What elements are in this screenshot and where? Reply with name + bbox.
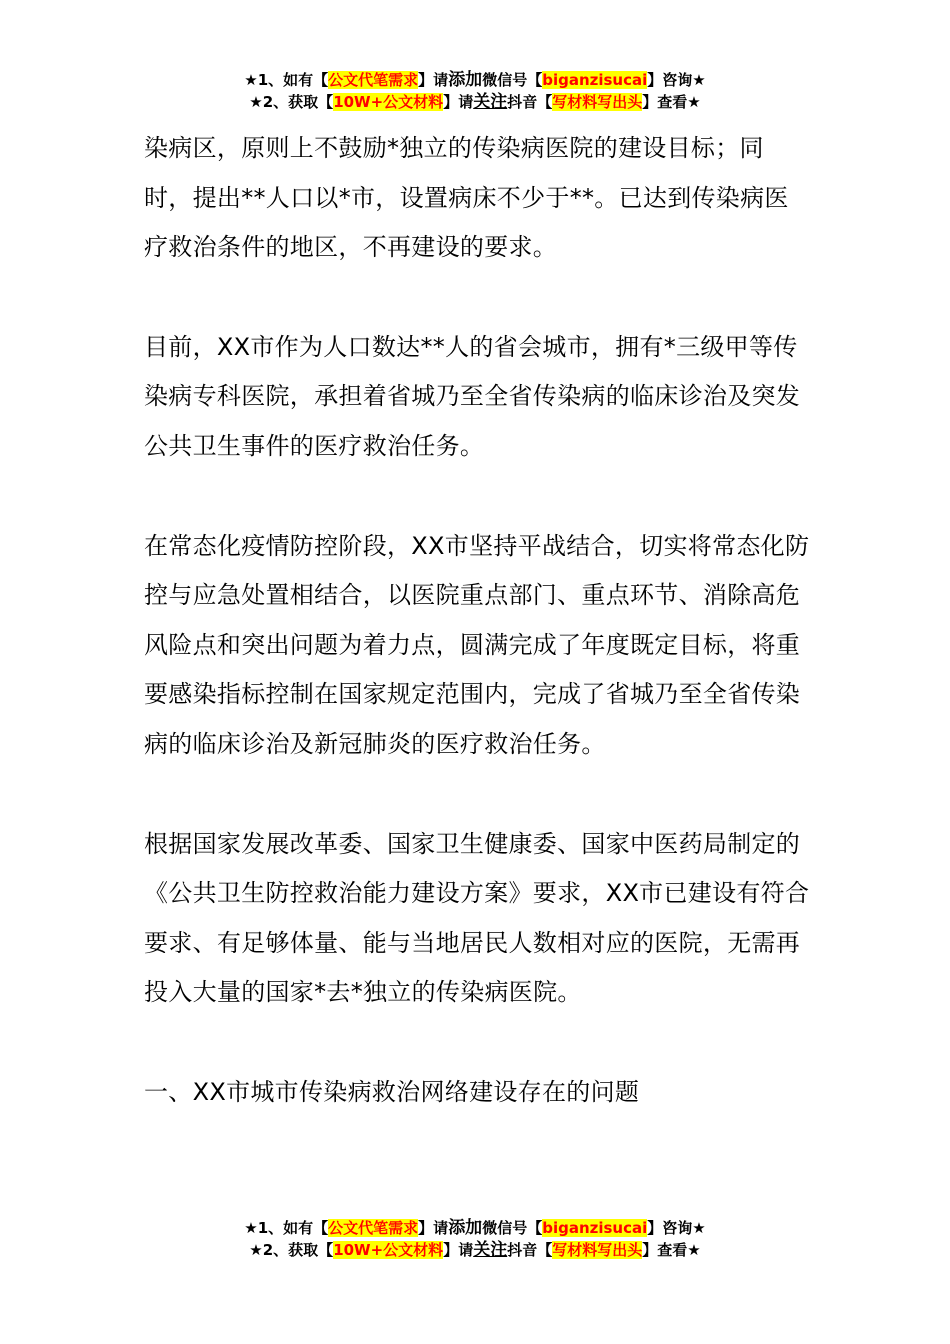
highlight-wechat-id: biganzisucai xyxy=(542,71,648,89)
star-icon: ★ xyxy=(249,1241,263,1259)
banner-line-1: ★1、如有【公文代笔需求】请添加微信号【biganzisucai】咨询★ xyxy=(244,1218,706,1238)
header-banner xyxy=(0,69,950,113)
paragraph: 根据国家发展改革委、国家卫生健康委、国家中医药局制定的《公共卫生防控救治能力建设方案》要求，XX市已建设有符合要求、有足够体量、能与当地居民人数相对应的医院，无需再投入大量的国家*去*独立的传染病医院。 xyxy=(144,829,810,1007)
paragraph: 在常态化疫情防控阶段，XX市坚持平战结合，切实将常态化防控与应急处置相结合，以医院重点部门、重点环节、消除高危风险点和突出问题为着力点，圆满完成了年度既定目标，将重要感染指标控制在国家规定范围内，完成了省城乃至全省传染病的临床诊治及新冠肺炎的医疗救治任务。 xyxy=(144,531,810,758)
highlight-service: 公文代笔需求 xyxy=(328,71,419,89)
star-icon: ★ xyxy=(244,1219,258,1237)
highlight-wechat-id: biganzisucai xyxy=(542,1219,648,1237)
banner-line-2: ★2、获取【10W+公文材料】请关注抖音【写材料写出头】查看★ xyxy=(249,92,701,112)
paragraph: 目前，XX市作为人口数达**人的省会城市，拥有*三级甲等传染病专科医院，承担着省城乃至全省传染病的临床诊治及突发公共卫生事件的医疗救治任务。 xyxy=(144,332,801,460)
star-icon: ★ xyxy=(249,93,263,111)
footer-banner xyxy=(0,1217,950,1261)
paragraph: 染病区，原则上不鼓励*独立的传染病医院的建设目标；同时，提出**人口以*市，设置病床不少于**。已达到传染病医疗救治条件的地区，不再建设的要求。 xyxy=(144,134,789,262)
highlight-douyin-name: 写材料写出头 xyxy=(552,1241,643,1259)
section-heading: 一、XX市城市传染病救治网络建设存在的问题 xyxy=(144,1077,640,1106)
highlight-service: 公文代笔需求 xyxy=(328,1219,419,1237)
highlight-materials: 10W+公文材料 xyxy=(333,1241,444,1259)
highlight-douyin-name: 写材料写出头 xyxy=(552,93,643,111)
highlight-materials: 10W+公文材料 xyxy=(333,93,444,111)
banner-line-1: ★1、如有【公文代笔需求】请添加微信号【biganzisucai】咨询★ xyxy=(244,70,706,90)
banner-line-2: ★2、获取【10W+公文材料】请关注抖音【写材料写出头】查看★ xyxy=(249,1240,701,1260)
document-body xyxy=(144,124,812,1118)
star-icon: ★ xyxy=(244,71,258,89)
